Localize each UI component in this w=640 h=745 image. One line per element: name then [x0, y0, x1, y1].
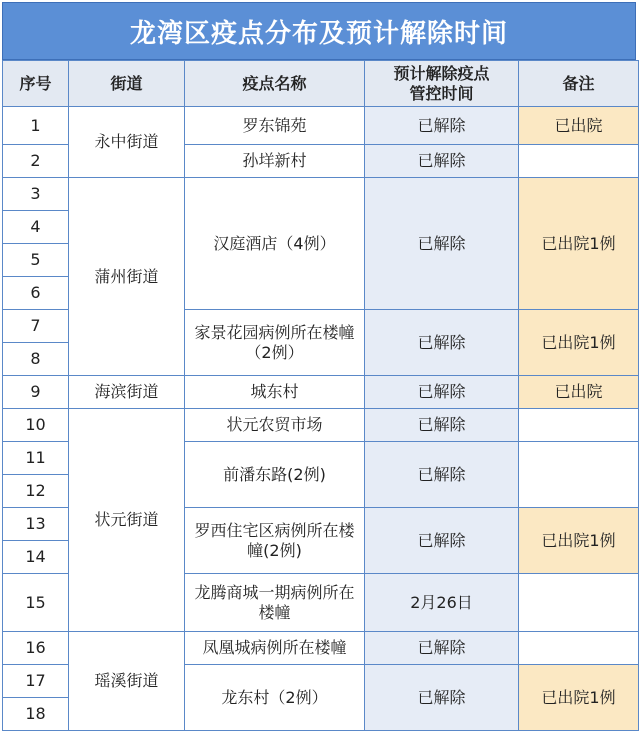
seq-cell: 3	[3, 178, 69, 211]
header-time-line1: 预计解除疫点	[393, 63, 490, 83]
header-street: 街道	[69, 61, 185, 107]
header-seq: 序号	[3, 61, 69, 107]
epidemic-table-container	[2, 2, 638, 731]
table-row	[3, 178, 639, 211]
site-cell: 状元农贸市场	[185, 409, 365, 442]
note-cell: 已出院1例	[519, 665, 639, 731]
table-row	[3, 632, 639, 665]
street-cell: 状元街道	[69, 409, 185, 632]
note-cell: 已出院1例	[519, 310, 639, 376]
seq-cell: 6	[3, 277, 69, 310]
site-cell: 龙腾商城一期病例所在楼幢	[185, 574, 365, 632]
time-cell: 已解除	[365, 409, 519, 442]
seq-cell: 17	[3, 665, 69, 698]
time-cell: 已解除	[365, 632, 519, 665]
seq-cell: 7	[3, 310, 69, 343]
seq-cell: 9	[3, 376, 69, 409]
time-cell: 已解除	[365, 310, 519, 376]
note-cell	[519, 409, 639, 442]
note-cell: 已出院	[519, 376, 639, 409]
time-cell: 已解除	[365, 442, 519, 508]
seq-cell: 14	[3, 541, 69, 574]
street-cell: 瑶溪街道	[69, 632, 185, 731]
header-note: 备注	[519, 61, 639, 107]
header-time	[365, 61, 519, 107]
header-site: 疫点名称	[185, 61, 365, 107]
header-time-line2: 管控时间	[409, 83, 474, 103]
note-cell	[519, 442, 639, 508]
street-cell: 永中街道	[69, 107, 185, 178]
site-cell: 罗东锦苑	[185, 107, 365, 145]
table-row	[3, 107, 639, 145]
header-row	[3, 61, 639, 107]
seq-cell: 13	[3, 508, 69, 541]
seq-cell: 11	[3, 442, 69, 475]
note-cell: 已出院	[519, 107, 639, 145]
epidemic-table	[2, 60, 639, 731]
street-cell: 蒲州街道	[69, 178, 185, 376]
seq-cell: 2	[3, 145, 69, 178]
time-cell: 已解除	[365, 508, 519, 574]
seq-cell: 12	[3, 475, 69, 508]
time-cell: 已解除	[365, 107, 519, 145]
site-cell: 汉庭酒店（4例）	[185, 178, 365, 310]
site-cell: 前潘东路(2例)	[185, 442, 365, 508]
time-cell: 2月26日	[365, 574, 519, 632]
seq-cell: 4	[3, 211, 69, 244]
time-cell: 已解除	[365, 376, 519, 409]
site-cell: 家景花园病例所在楼幢（2例）	[185, 310, 365, 376]
seq-cell: 1	[3, 107, 69, 145]
note-cell	[519, 632, 639, 665]
note-cell: 已出院1例	[519, 508, 639, 574]
table-title: 龙湾区疫点分布及预计解除时间	[2, 2, 636, 60]
seq-cell: 16	[3, 632, 69, 665]
seq-cell: 15	[3, 574, 69, 632]
time-cell: 已解除	[365, 665, 519, 731]
table-row	[3, 376, 639, 409]
site-cell: 龙东村（2例）	[185, 665, 365, 731]
site-cell: 孙垟新村	[185, 145, 365, 178]
seq-cell: 8	[3, 343, 69, 376]
note-cell	[519, 145, 639, 178]
site-cell: 罗西住宅区病例所在楼幢(2例)	[185, 508, 365, 574]
street-cell: 海滨街道	[69, 376, 185, 409]
site-cell: 凤凰城病例所在楼幢	[185, 632, 365, 665]
note-cell: 已出院1例	[519, 178, 639, 310]
time-cell: 已解除	[365, 145, 519, 178]
table-row	[3, 409, 639, 442]
seq-cell: 10	[3, 409, 69, 442]
time-cell: 已解除	[365, 178, 519, 310]
site-cell: 城东村	[185, 376, 365, 409]
note-cell	[519, 574, 639, 632]
seq-cell: 5	[3, 244, 69, 277]
seq-cell: 18	[3, 698, 69, 731]
